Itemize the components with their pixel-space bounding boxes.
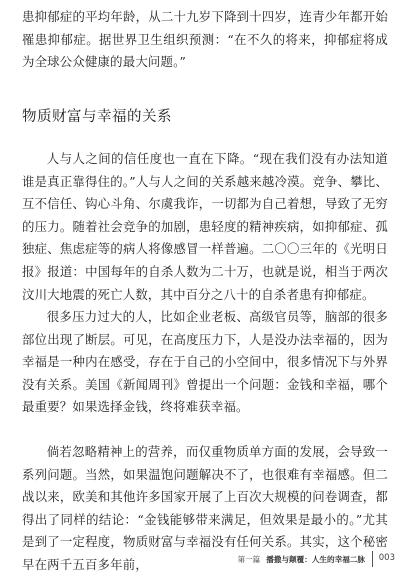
paragraph-material: 倘若忽略精神上的营养，而仅重物质单方面的发展，会导致一系列问题。当然，如果温饱问题解决不了，也很难有幸福感。但二战以来，欧美和其他许多国家开展了上百次大规模的问卷调查，都得出了同样的结论：“金钱能够带来满足，但效果是最小的。”尤其是到了一定程度，物质财富与幸福没有任何关系。其实，这个秘密早在两千五百多年前，	[22, 444, 388, 572]
section-heading: 物质财富与幸福的关系	[22, 109, 172, 125]
footer-divider	[372, 551, 373, 567]
page-number: 003	[378, 553, 395, 563]
paragraph-continued: 患抑郁症的平均年龄，从二十九岁下降到十四岁，连青少年都开始罹患抑郁症。据世界卫生组织预测：“在不久的将来，抑郁症将成为全球公众健康的最大问题。”	[22, 9, 388, 70]
paragraph-trust: 人与人之间的信任度也一直在下降。“现在我们没有办法知道谁是真正靠得住的。”人与人之间的关系越来越冷漠。竞争、攀比、互不信任、钩心斗角、尔虞我诈，一切都为自己着想，导致了无穷的压力。随着社会竞争的加剧，患轻度的精神疾病，如抑郁症、孤独症、焦虑症等的病人将像感冒一样普遍。二〇〇三年的《光明日报》报道：中国每年的自杀人数为二十万，也就是说，相当于两次汶川大地震的死亡人数，其中百分之八十的自杀者患有抑郁症。	[22, 151, 388, 302]
page-footer	[0, 551, 413, 571]
chapter-title: 播撒与颠覆：人生的幸福二脉	[266, 555, 365, 564]
running-footer	[238, 554, 366, 565]
chapter-number: 第一篇	[237, 555, 261, 564]
paragraph-pressure: 很多压力过大的人，比如企业老板、高级官员等，脑部的很多部位出现了断层。可见，在高度压力下，人是没办法幸福的，因为幸福是一种内在感受，存在于自己的小空间中，很多情况下与外界没有关系。美国《新闻周刊》曾提出一个问题：金钱和幸福，哪个最重要？如果选择金钱，终将难获幸福。	[22, 309, 388, 415]
